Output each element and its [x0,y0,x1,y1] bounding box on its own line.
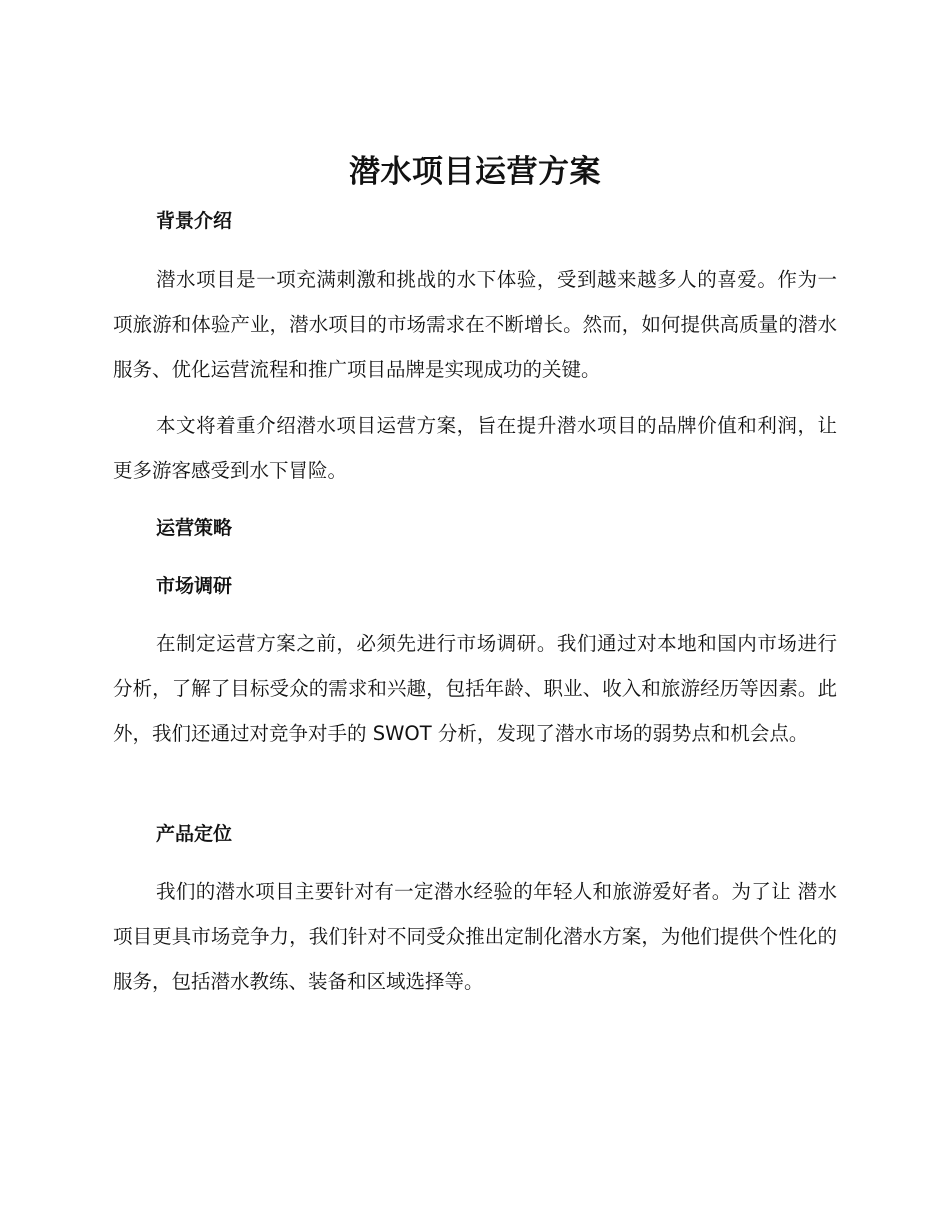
section-heading-strategy: 运营策略 [156,517,233,539]
paragraph-product-positioning: 我们的潜水项目主要针对有一定潜水经验的年轻人和旅游爱好者。为了让 潜水项目更具市场竞争力，我们针对不同受众推出定制化潜水方案，为他们提供个性化的服务，包括潜水教练、装备和区域选择等。 [113,880,837,993]
paragraph-market-research: 在制定运营方案之前，必须先进行市场调研。我们通过对本地和国内市场进行分析，了解了目标受众的需求和兴趣，包括年龄、职业、收入和旅游经历等因素。此外，我们还通过对竞争对手的 SWOT 分析，发现了潜水市场的弱势点和机会点。 [113,632,837,745]
section-heading-market-research: 市场调研 [156,575,233,597]
section-heading-background: 背景介绍 [156,210,233,232]
paragraph-background-2: 本文将着重介绍潜水项目运营方案，旨在提升潜水项目的品牌价值和利润，让更多游客感受到水下冒险。 [113,414,837,482]
document-title: 潜水项目运营方案 [349,154,601,190]
paragraph-background-1: 潜水项目是一项充满刺激和挑战的水下体验，受到越来越多人的喜爱。作为一项旅游和体验产业，潜水项目的市场需求在不断增长。然而，如何提供高质量的潜水服务、优化运营流程和推广项目品牌是实现成功的关键。 [113,268,837,381]
section-heading-product-positioning: 产品定位 [156,823,233,845]
